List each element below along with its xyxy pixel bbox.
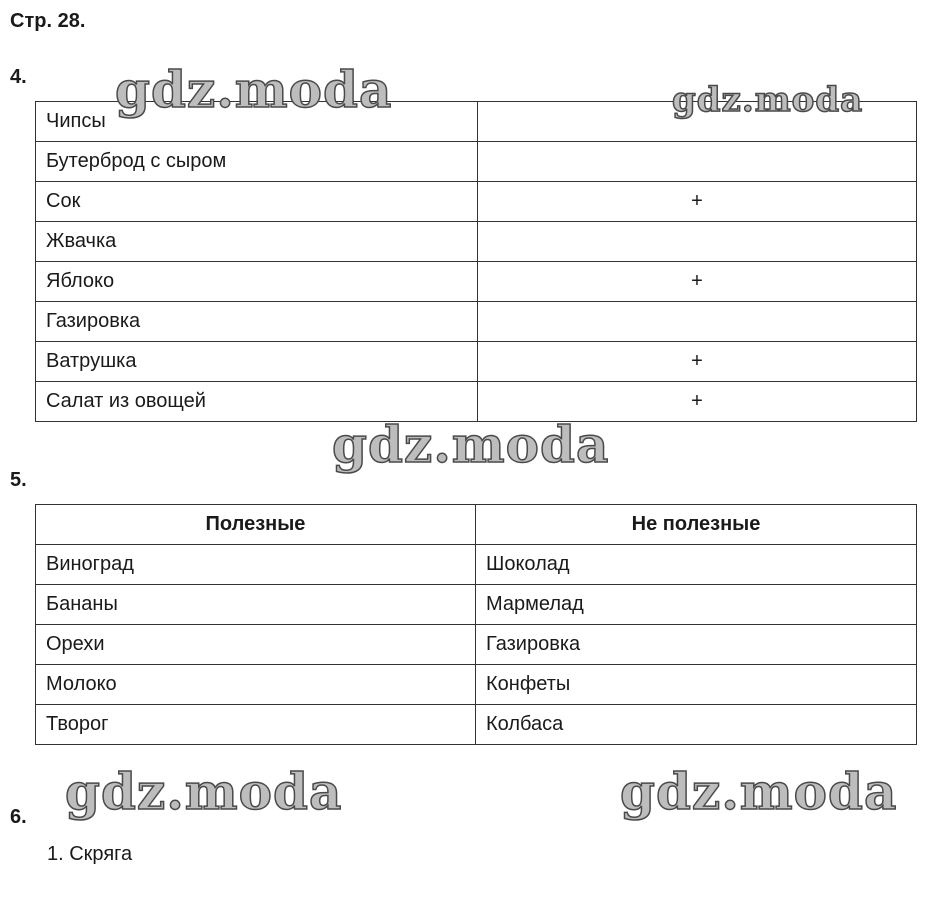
list-item: 1. Скряга — [47, 843, 133, 865]
table-row — [36, 302, 917, 342]
food-item-cell: Чипсы — [36, 102, 478, 142]
watermark: gdz.moda — [332, 415, 610, 474]
food-item-cell: Сок — [36, 182, 478, 222]
table-row — [36, 705, 917, 745]
healthy-foods-table — [35, 504, 917, 745]
unhealthy-food-cell: Колбаса — [476, 705, 917, 745]
mark-cell: + — [478, 382, 917, 422]
table-row — [36, 665, 917, 705]
mark-cell: + — [478, 342, 917, 382]
table-row — [36, 222, 917, 262]
column-header-healthy: Полезные — [36, 505, 476, 545]
section-6-number: 6. — [10, 806, 27, 828]
unhealthy-food-cell: Мармелад — [476, 585, 917, 625]
table-row — [36, 342, 917, 382]
unhealthy-food-cell: Газировка — [476, 625, 917, 665]
healthy-food-cell: Виноград — [36, 545, 476, 585]
food-item-cell: Ватрушка — [36, 342, 478, 382]
food-choice-table — [35, 101, 917, 422]
food-item-cell: Бутерброд с сыром — [36, 142, 478, 182]
section-4-number: 4. — [10, 66, 27, 88]
mark-cell: + — [478, 262, 917, 302]
mark-cell — [478, 142, 917, 182]
table-row — [36, 182, 917, 222]
healthy-food-cell: Бананы — [36, 585, 476, 625]
table-row — [36, 262, 917, 302]
watermark: gdz.moda — [620, 762, 898, 821]
table-row — [36, 625, 917, 665]
healthy-food-cell: Орехи — [36, 625, 476, 665]
watermark: gdz.moda — [672, 80, 864, 120]
healthy-food-cell: Молоко — [36, 665, 476, 705]
mark-cell — [478, 222, 917, 262]
unhealthy-food-cell: Шоколад — [476, 545, 917, 585]
page-title: Стр. 28. — [10, 10, 86, 32]
table-header-row — [36, 505, 917, 545]
watermark: gdz.moda — [115, 60, 393, 119]
food-item-cell: Яблоко — [36, 262, 478, 302]
watermark: gdz.moda — [65, 762, 343, 821]
table-row — [36, 142, 917, 182]
table-row — [36, 585, 917, 625]
column-header-unhealthy: Не полезные — [476, 505, 917, 545]
food-item-cell: Жвачка — [36, 222, 478, 262]
section-5-number: 5. — [10, 469, 27, 491]
table-row — [36, 545, 917, 585]
healthy-food-cell: Творог — [36, 705, 476, 745]
food-item-cell: Газировка — [36, 302, 478, 342]
mark-cell — [478, 302, 917, 342]
unhealthy-food-cell: Конфеты — [476, 665, 917, 705]
mark-cell: + — [478, 182, 917, 222]
food-item-cell: Салат из овощей — [36, 382, 478, 422]
